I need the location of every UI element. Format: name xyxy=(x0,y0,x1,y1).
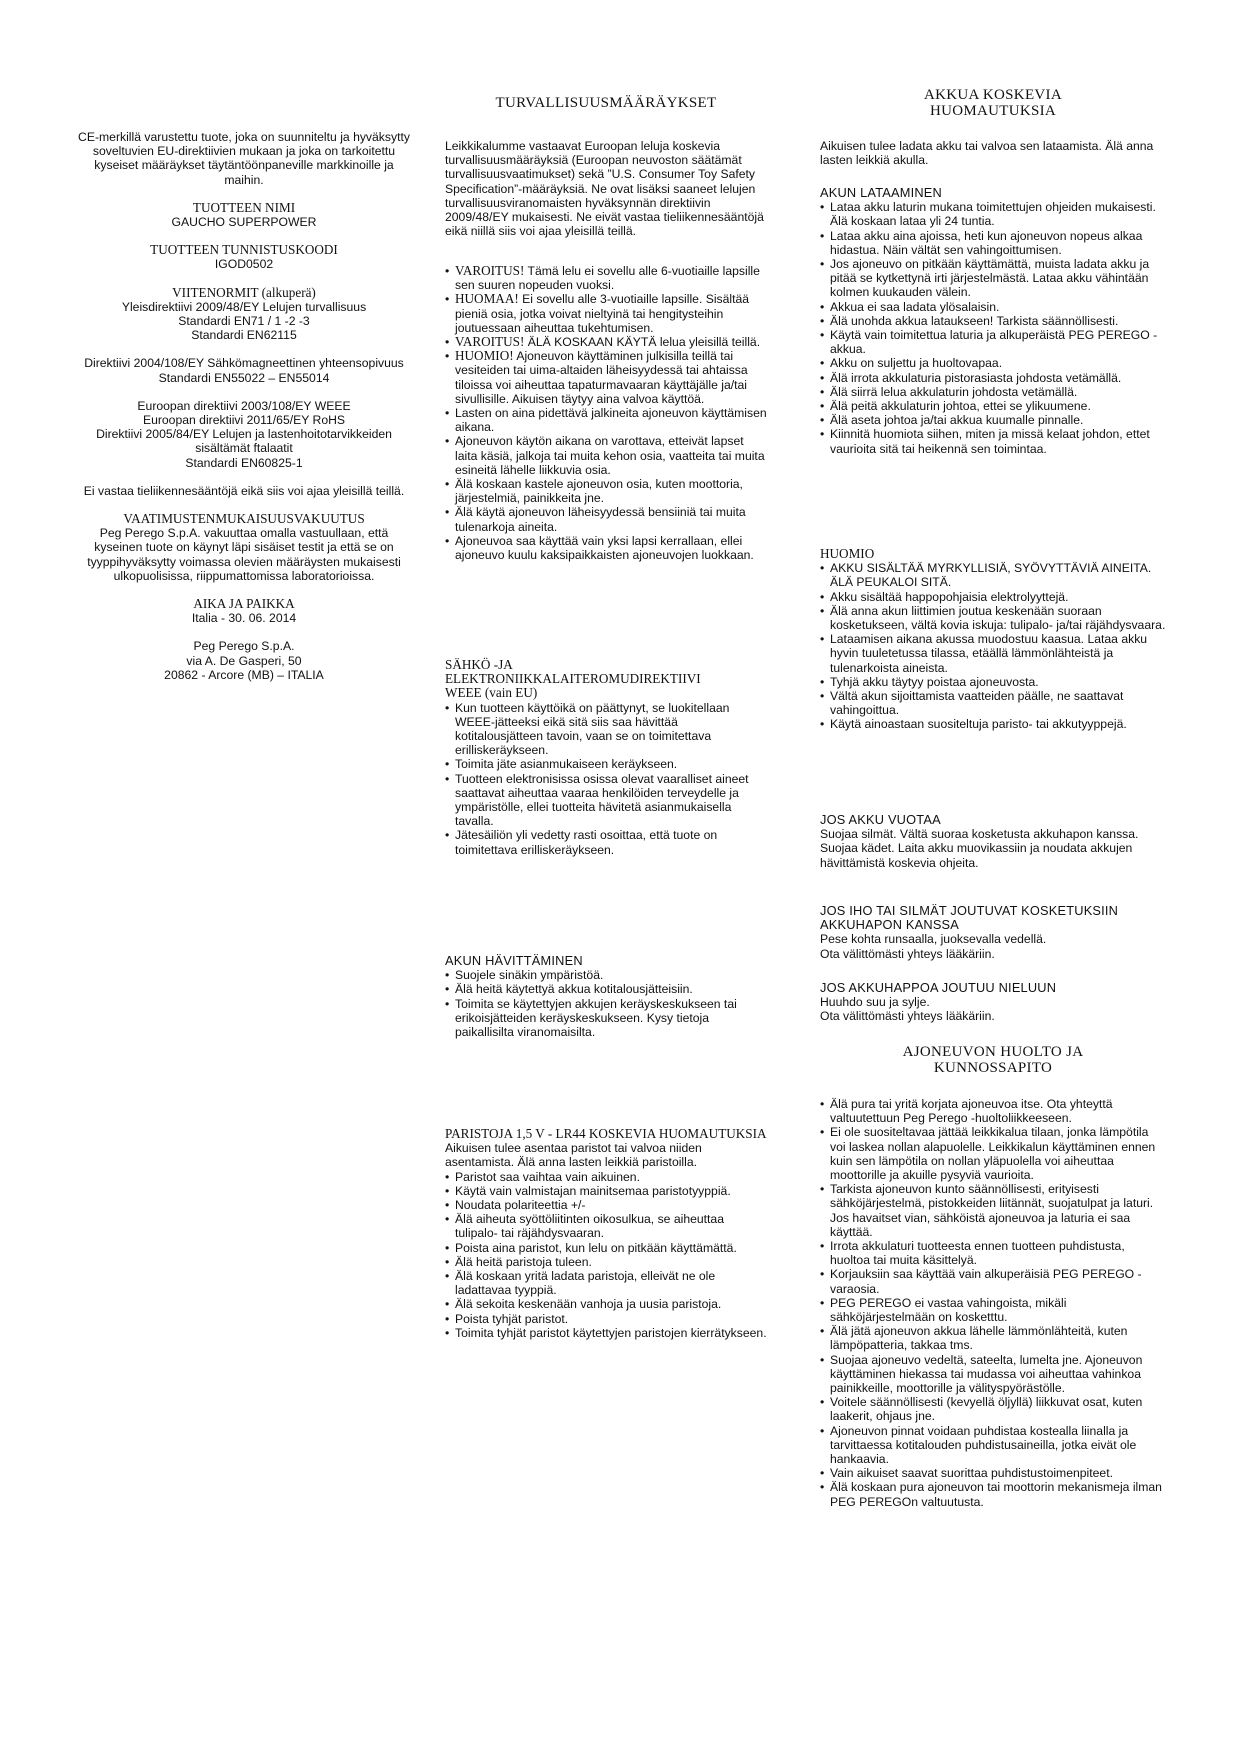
weee-line: Euroopan direktiivi 2003/108/EY WEEE xyxy=(137,398,351,413)
maintenance-item: • Suojaa ajoneuvo vedeltä, sateelta, lumelta jne. Ajoneuvon käyttäminen hiekassa tai mudassa voi aiheuttaa vahinkoa painikkeille, moottorille ja välityspyörästölle. xyxy=(820,1353,1166,1396)
charging-item: • Kiinnitä huomiota siihen, miten ja missä kelaat johdon, ettet vaurioita sitä tai heikennä sen toimintaa. xyxy=(820,427,1166,455)
note-item: • Älä anna akun liittimien joutua keskenään suoraan kosketukseen, vältä kovia iskuja: tulipalo- ja/tai räjähdysvaara. xyxy=(820,604,1166,632)
batteries-block xyxy=(445,1127,767,1340)
weee-item: • Jätesäiliön yli vedetty rasti osoittaa, että tuote on toimitettava erilliskeräykseen. xyxy=(445,828,767,856)
note-item: • Lataamisen aikana akussa muodostuu kaasua. Lataa akku hyvin tuuletetussa tilassa, etäällä lämmönlähteistä ja tulenarkoista aineista. xyxy=(820,632,1166,675)
emc-line: Direktiivi 2004/108/EY Sähkömagneettinen yhteensopivuus xyxy=(84,356,404,371)
warning-item: • HUOMIO! Ajoneuvon käyttäminen julkisilla teillä tai vesiteiden tai uima-altaiden läheisyydessä tai ahtaissa tiloissa voi aiheuttaa tapaturmavaaran käyttäjälle ja/tai sivullisille. Aikuisen täytyy aina valvoa käyttöä. xyxy=(445,349,767,406)
batteries-item: • Älä koskaan yritä ladata paristoja, elleivät ne ole ladattavaa tyyppiä. xyxy=(445,1269,767,1297)
maintenance-item: • Tarkista ajoneuvon kunto säännöllisesti, erityisesti sähköjärjestelmä, pistokkeiden liitännät, suojatulpat ja laturi. Jos havaitset vian, sähköistä ajoneuvoa ja laturia ei saa käyttää. xyxy=(820,1182,1166,1239)
battery-title: HUOMAUTUKSIA xyxy=(929,102,1057,119)
maintenance-item: • Älä jätä ajoneuvon akkua lähelle lämmönlähteitä, kuten lämpöpatteria, takkaa tms. xyxy=(820,1324,1166,1352)
no-road-note: Ei vastaa tieliikennesääntöjä eikä siis voi ajaa yleisillä teillä. xyxy=(83,483,405,498)
weee-item: • Kun tuotteen käyttöikä on päättynyt, se luokitellaan WEEE-jätteeksi eikä sitä siis saa hävittää kotitalousjätteen tavoin, vaan se on toimitettava erilliskeräykseen. xyxy=(445,701,767,758)
warning-item: • Ajoneuvon käytön aikana on varottava, etteivät lapset laita käsiä, jalkoja tai muita kehon osia, vaatteita tai muita esineitä lähelle liikkuvia osia. xyxy=(445,434,767,477)
skin-line: Ota välittömästi yhteys lääkäriin. xyxy=(820,946,995,961)
safety-intro: Leikkikalumme vastaavat Euroopan leluja koskevia turvallisuusmääräyksiä (Euroopan neuvoston säätämät turvallisuusvaatimukset) sekä ”U.S. Consumer Toy Safety Specification”-määräyksiä. Ne ovat lisäksi saaneet lelujen turvallisuusviranomaisten hyväksynnän direktiivin 2009/48/EY mukaisesti. Ne eivät vastaa tieliikennesääntöjä eikä niillä siis voi ajaa yleisillä teillä. xyxy=(445,139,764,239)
swallow-line: Huuhdo suu ja sylje. xyxy=(820,995,930,1010)
product-name: GAUCHO SUPERPOWER xyxy=(171,215,317,230)
charging-item: • Älä unohda akkua lataukseen! Tarkista säännöllisesti. xyxy=(820,314,1166,328)
batteries-item: • Poista aina paristot, kun lelu on pitkään käyttämättä. xyxy=(445,1241,767,1255)
leak-block xyxy=(820,813,1166,870)
product-id-label: TUOTTEEN TUNNISTUSKOODI xyxy=(150,242,338,258)
charging-item: • Älä irrota akkulaturia pistorasiasta johdosta vetämällä. xyxy=(820,371,1166,385)
charging-item: • Älä siirrä lelua akkulaturin johdosta vetämällä. xyxy=(820,385,1166,399)
charging-item: • Akkua ei saa ladata ylösalaisin. xyxy=(820,300,1166,314)
skin-title: JOS IHO TAI SILMÄT JOUTUVAT KOSKETUKSIIN AKKUHAPON KANSSA xyxy=(820,903,1119,933)
warning-item: • Älä koskaan kastele ajoneuvon osia, kuten moottoria, järjestelmiä, painikkeita jne. xyxy=(445,477,767,505)
charging-item: • Älä aseta johtoa ja/tai akkua kuumalle pinnalle. xyxy=(820,413,1166,427)
warning-item: • VAROITUS! Tämä lelu ei sovellu alle 6-vuotiaille lapsille sen suuren nopeuden vuoksi. xyxy=(445,264,767,292)
maintenance-item: • Voitele säännöllisesti (kevyellä öljyllä) liikkuvat osat, kuten laakerit, ohjaus jne. xyxy=(820,1395,1166,1423)
battery-title: AKKUA KOSKEVIA xyxy=(924,87,1062,103)
batteries-item: • Käytä vain valmistajan mainitsemaa paristotyyppiä. xyxy=(445,1184,767,1198)
warning-item: • VAROITUS! ÄLÄ KOSKAAN KÄYTÄ lelua yleisillä teillä. xyxy=(445,335,767,349)
product-name-label: TUOTTEEN NIMI xyxy=(192,199,296,215)
skin-block xyxy=(820,904,1166,961)
maintenance-block xyxy=(820,1097,1166,1509)
maintenance-item: • Älä koskaan pura ajoneuvon tai moottorin mekanismeja ilman PEG PEREGOn valtuutusta. xyxy=(820,1480,1166,1508)
charging-item: • Lataa akku aina ajoissa, heti kun ajoneuvon nopeus alkaa hidastua. Näin vältät sen vahingoittumisen. xyxy=(820,229,1166,257)
note-item: • AKKU SISÄLTÄÄ MYRKYLLISIÄ, SYÖVYTTÄVIÄ AINEITA. ÄLÄ PEUKALOI SITÄ. xyxy=(820,561,1166,589)
disposal-title: AKUN HÄVITTÄMINEN xyxy=(445,953,583,968)
weee-item: • Tuotteen elektronisissa osissa olevat vaaralliset aineet saattavat aiheuttaa vaaraa henkilöiden terveydelle ja ympäristölle, ellei tuotteita hävitetä asianmukaisella tavalla. xyxy=(445,772,767,829)
charging-item: • Jos ajoneuvo on pitkään käyttämättä, muista ladata akku ja pitää se kytkettynä irti järjestelmästä. Lataa akku vähintään kolmen kuukauden välein. xyxy=(820,257,1166,300)
product-id: IGOD0502 xyxy=(214,257,274,272)
batteries-item: • Paristot saa vaihtaa vain aikuinen. xyxy=(445,1170,767,1184)
maintenance-item: • Älä pura tai yritä korjata ajoneuvoa itse. Ota yhteyttä valtuutettuun Peg Perego -huoltoliikkeeseen. xyxy=(820,1097,1166,1125)
warning-item: • HUOMAA! Ei sovellu alle 3-vuotiaille lapsille. Sisältää pieniä osia, jotka voivat nieltyinä tai hengitysteihin joutuessaan aiheuttaa tukehtumisen. xyxy=(445,292,767,335)
safety-intro-block xyxy=(445,139,767,238)
maintenance-title: AJONEUVON HUOLTO JA xyxy=(902,1044,1084,1060)
leak-line: Suojaa kädet. Laita akku muovikassiin ja noudata akkujen hävittämistä koskevia ohjeita. xyxy=(820,841,1133,870)
warning-item: • Älä käytä ajoneuvon läheisyydessä bensiiniä tai muita tulenarkoja aineita. xyxy=(445,505,767,533)
safety-title: TURVALLISUUSMÄÄRÄYKSET xyxy=(495,95,717,111)
maintenance-item: • Irrota akkulaturi tuotteesta ennen tuotteen puhdistusta, huoltoa tai muita käsittelyä. xyxy=(820,1239,1166,1267)
note-item: • Käytä ainoastaan suositeltuja paristo- tai akkutyyppejä. xyxy=(820,717,1166,731)
charging-item: • Akku on suljettu ja huoltovapaa. xyxy=(820,356,1166,370)
leak-line: Suojaa silmät. Vältä suoraa kosketusta akkuhapon kanssa. xyxy=(820,827,1139,842)
skin-line: Pese kohta runsaalla, juoksevalla vedellä. xyxy=(820,932,1047,947)
maintenance-title: KUNNOSSAPITO xyxy=(933,1059,1053,1076)
ce-intro: CE-merkillä varustettu tuote, joka on suunniteltu ja hyväksytty soveltuvien EU-direktiivien mukaan ja joka on tarkoitettu kyseiset määräykset täytäntöönpaneville markkinoille ja maihin. xyxy=(78,130,410,187)
ref-norm-line: Standardi EN62115 xyxy=(191,328,297,343)
disposal-item: • Älä heitä käytettyä akkua kotitalousjätteisiin. xyxy=(445,982,767,996)
batteries-item: • Toimita tyhjät paristot käytettyjen paristojen kierrätykseen. xyxy=(445,1326,767,1340)
note-title: HUOMIO xyxy=(820,546,875,561)
swallow-block xyxy=(820,981,1166,1024)
note-block xyxy=(820,547,1166,732)
charging-item: • Lataa akku laturin mukana toimitettujen ohjeiden mukaisesti. Älä koskaan lataa yli 24 tuntia. xyxy=(820,200,1166,228)
company-line: Peg Perego S.p.A. xyxy=(193,639,295,654)
charging-block xyxy=(820,186,1166,456)
weee-block xyxy=(445,658,767,857)
disposal-item: • Toimita se käytettyjen akkujen keräyskeskukseen tai erikoisjätteiden keräyskeskukseen. Kysy tietoja paikallisilta viranomaisilta. xyxy=(445,997,767,1040)
disposal-item: • Suojele sinäkin ympäristöä. xyxy=(445,968,767,982)
batteries-item: • Älä sekoita keskenään vanhoja ja uusia paristoja. xyxy=(445,1297,767,1311)
maintenance-item: • Vain aikuiset saavat suorittaa puhdistustoimenpiteet. xyxy=(820,1466,1166,1480)
maintenance-item: • Ei ole suositeltavaa jättää leikkikalua tilaan, jonka lämpötila voi laskea nollan alapuolelle. Leikkikalun käyttäminen ennen kuin sen lämpötila on nollan yläpuolella voi aiheuttaa moottorille ja akuille pysyviä vaurioita. xyxy=(820,1125,1166,1182)
disposal-block xyxy=(445,954,767,1039)
conformity-label: VAATIMUSTENMUKAISUUSVAKUUTUS xyxy=(123,511,365,527)
time-place-label: AIKA JA PAIKKA xyxy=(193,596,295,612)
ref-norm-line: Standardi EN71 / 1 -2 -3 xyxy=(178,314,310,329)
maintenance-item: • PEG PEREGO ei vastaa vahingoista, mikäli sähköjärjestelmään on kosketttu. xyxy=(820,1296,1166,1324)
batteries-item: • Noudata polariteettia +/- xyxy=(445,1198,767,1212)
battery-intro-block xyxy=(820,139,1166,167)
note-item: • Akku sisältää happopohjaisia elektrolyyttejä. xyxy=(820,590,1166,604)
conformity-text: Peg Perego S.p.A. vakuuttaa omalla vastuullaan, että kyseinen tuote on käynyt läpi sisäiset testit ja että se on tyyppihyväksytty voimassa olevien määräysten mukaisesti ulkopuolisissa, riippumattomissa laboratorioissa. xyxy=(87,526,401,583)
company-line: 20862 - Arcore (MB) – ITALIA xyxy=(164,667,324,682)
weee-line: Direktiivi 2005/84/EY Lelujen ja lastenhoitotarvikkeiden sisältämät ftalaatit xyxy=(96,427,392,456)
declaration-column xyxy=(76,130,412,682)
weee-line: Euroopan direktiivi 2011/65/EY RoHS xyxy=(142,413,346,428)
charging-item: • Käytä vain toimitettua laturia ja alkuperäistä PEG PEREGO -akkua. xyxy=(820,328,1166,356)
batteries-item: • Älä aiheuta syöttöliitinten oikosulkua, se aiheuttaa tulipalo- tai räjähdysvaaran. xyxy=(445,1212,767,1240)
battery-intro: Aikuisen tulee ladata akku tai valvoa sen lataamista. Älä anna lasten leikkiä akulla. xyxy=(820,139,1154,168)
maintenance-item: • Korjauksiin saa käyttää vain alkuperäisiä PEG PEREGO -varaosia. xyxy=(820,1267,1166,1295)
maintenance-item: • Ajoneuvon pinnat voidaan puhdistaa kostealla liinalla ja tarvittaessa kotitalouden puhdistusaineilla, jotka eivät ole hankaavia. xyxy=(820,1424,1166,1467)
time-place: Italia - 30. 06. 2014 xyxy=(191,611,297,626)
company-line: via A. De Gasperi, 50 xyxy=(186,653,302,668)
weee-item: • Toimita jäte asianmukaiseen keräykseen. xyxy=(445,757,767,771)
charging-title: AKUN LATAAMINEN xyxy=(820,185,942,200)
weee-line: Standardi EN60825-1 xyxy=(185,455,303,470)
warnings-block xyxy=(445,264,767,562)
warning-item: • Ajoneuvoa saa käyttää vain yksi lapsi kerrallaan, ellei ajoneuvo kuulu kaksipaikkaisten ajoneuvojen luokkaan. xyxy=(445,534,767,562)
batteries-title: PARISTOJA 1,5 V - LR44 KOSKEVIA HUOMAUTUKSIA xyxy=(445,1126,767,1141)
weee-title: SÄHKÖ -JA ELEKTRONIIKKALAITEROMUDIREKTIIVI xyxy=(445,657,701,687)
warning-item: • Lasten on aina pidettävä jalkineita ajoneuvon käyttämisen aikana. xyxy=(445,406,767,434)
leak-title: JOS AKKU VUOTAA xyxy=(820,812,941,827)
ref-norms-label: VIITENORMIT (alkuperä) xyxy=(172,284,316,300)
swallow-line: Ota välittömästi yhteys lääkäriin. xyxy=(820,1009,995,1024)
batteries-intro: Aikuisen tulee asentaa paristot tai valvoa niiden asentamista. Älä anna lasten leikkiä paristoilla. xyxy=(445,1141,702,1170)
weee-subtitle: WEEE (vain EU) xyxy=(445,685,538,701)
batteries-item: • Älä heitä paristoja tuleen. xyxy=(445,1255,767,1269)
ref-norm-line: Yleisdirektiivi 2009/48/EY Lelujen turvallisuus xyxy=(121,299,367,314)
note-item: • Vältä akun sijoittamista vaatteiden päälle, ne saattavat vahingoittua. xyxy=(820,689,1166,717)
swallow-title: JOS AKKUHAPPOA JOUTUU NIELUUN xyxy=(820,980,1057,995)
note-item: • Tyhjä akku täytyy poistaa ajoneuvosta. xyxy=(820,675,1166,689)
batteries-item: • Poista tyhjät paristot. xyxy=(445,1312,767,1326)
emc-line: Standardi EN55022 – EN55014 xyxy=(158,370,330,385)
charging-item: • Älä peitä akkulaturin johtoa, ettei se ylikuumene. xyxy=(820,399,1166,413)
